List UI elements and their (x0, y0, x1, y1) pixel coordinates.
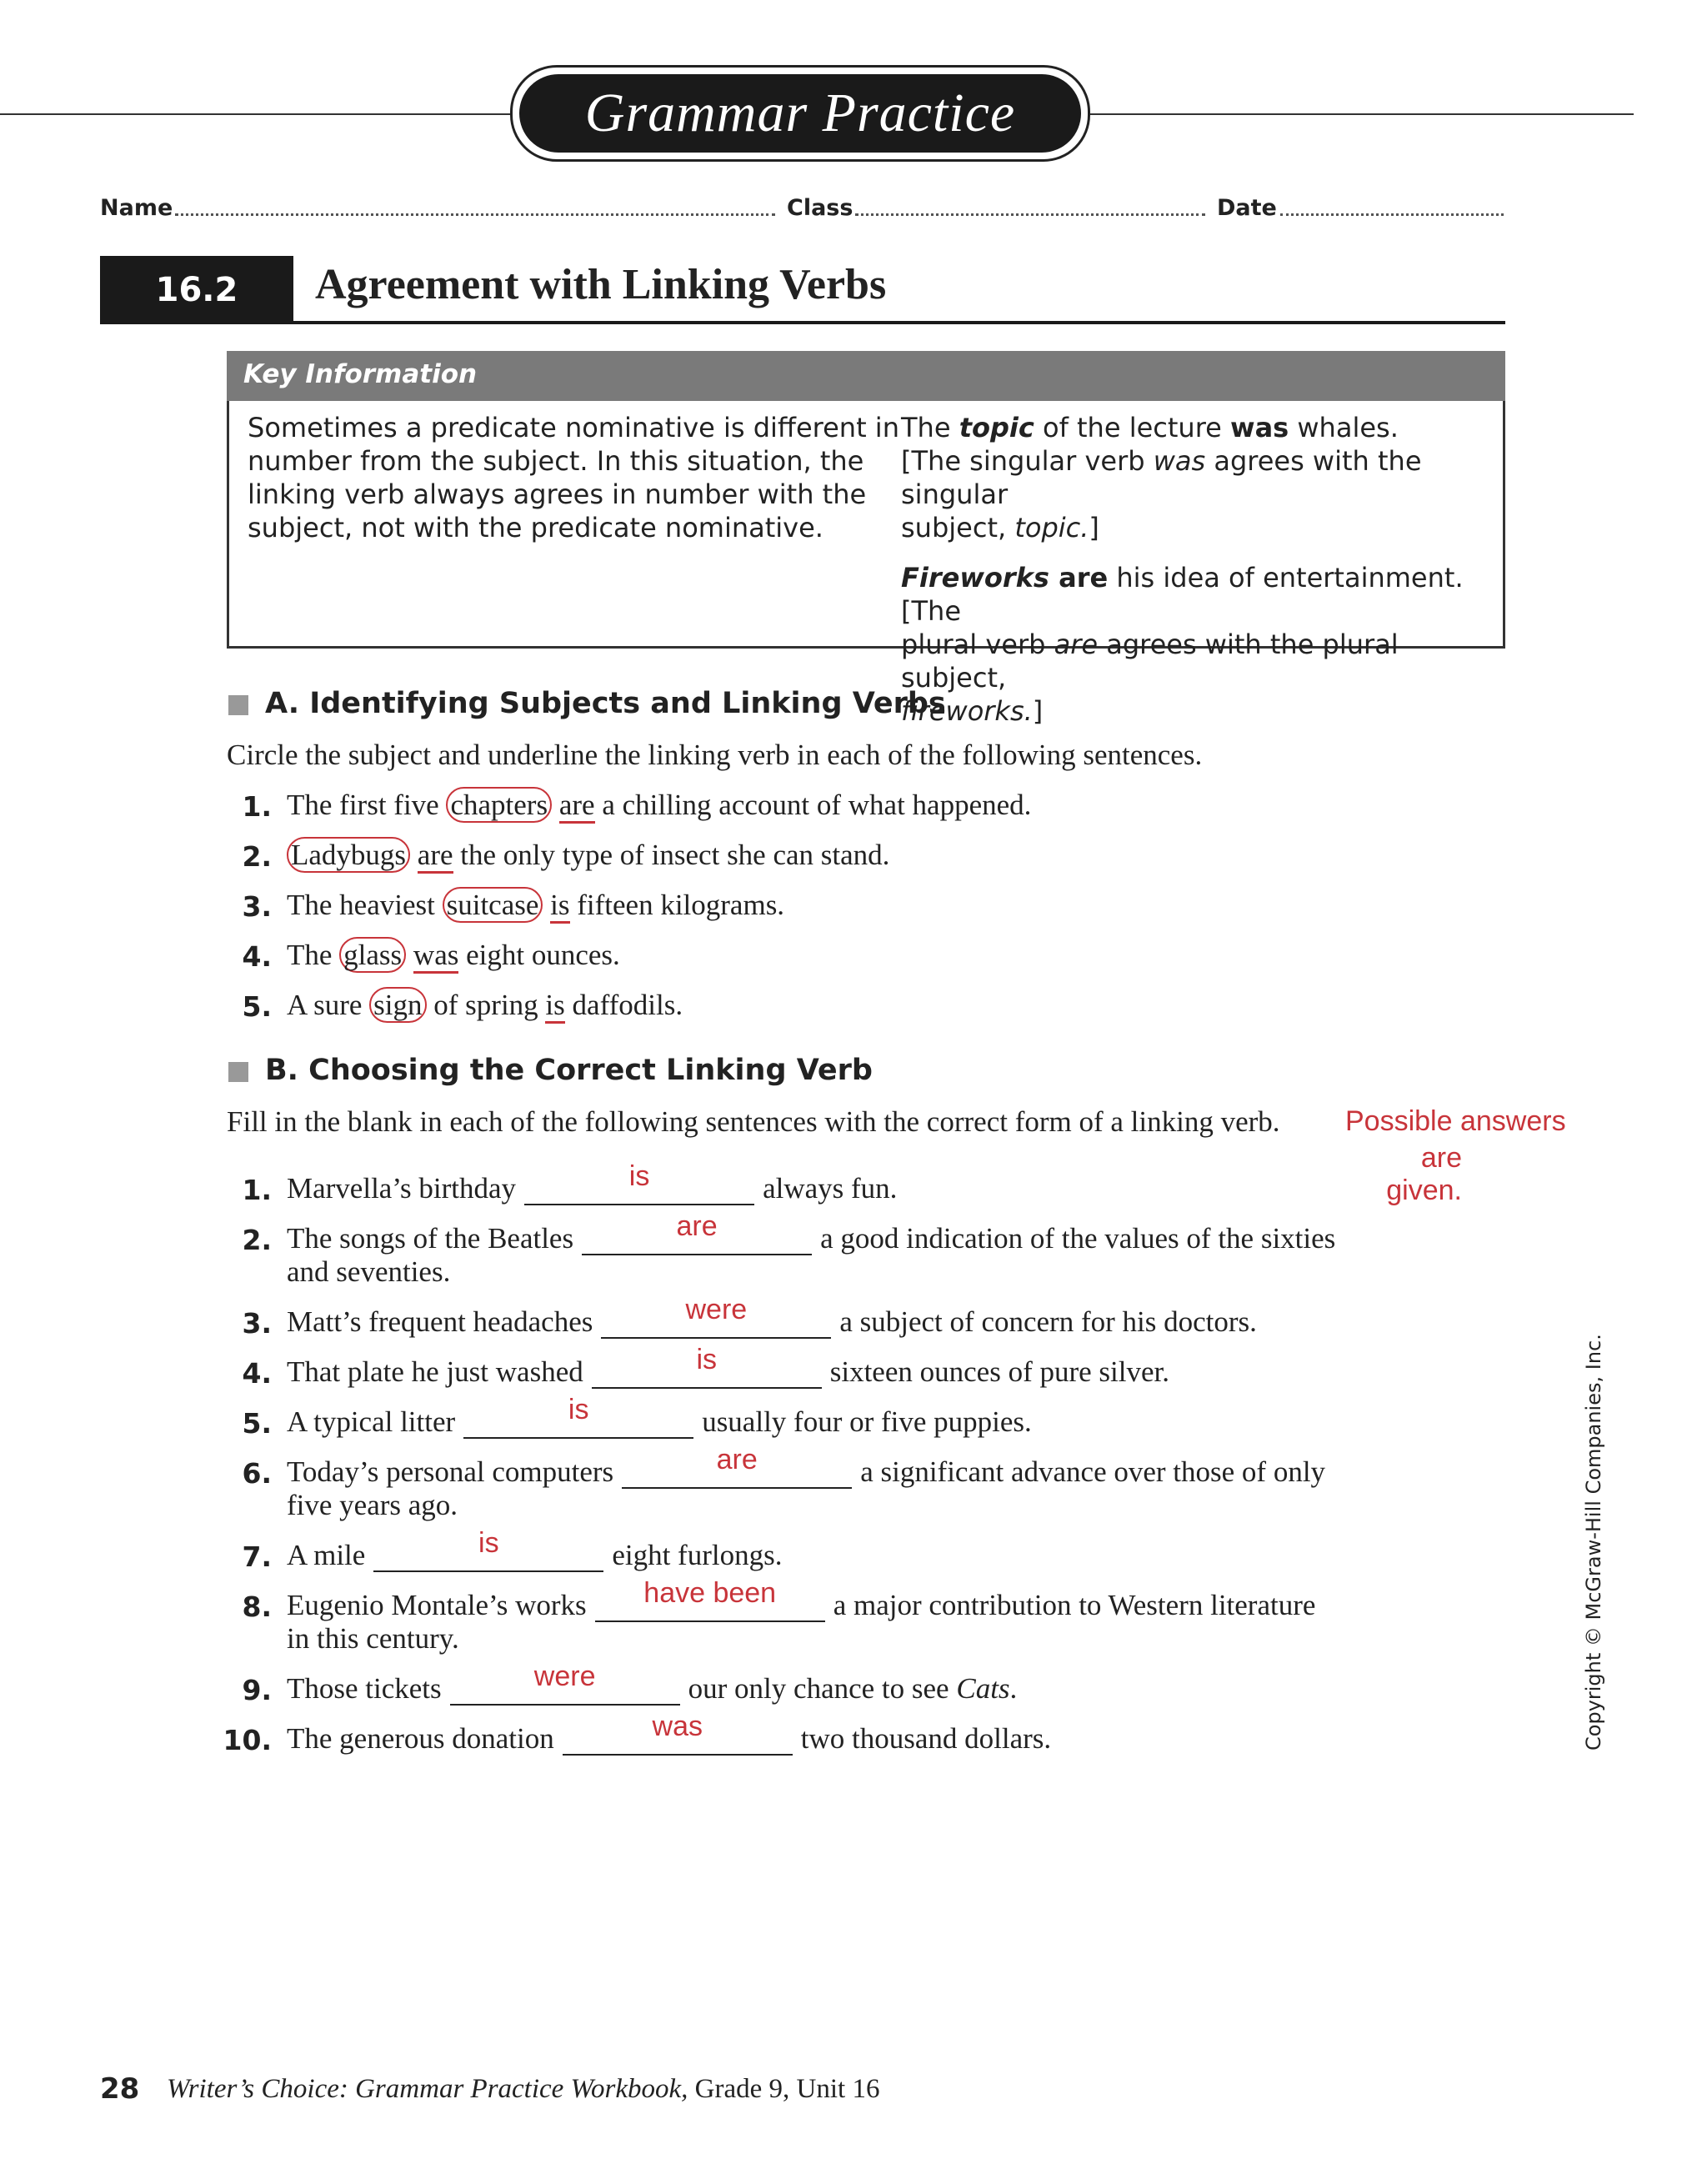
sentence-end: usually four or five puppies. (702, 1405, 1032, 1438)
page-number: 28 (100, 2072, 140, 2106)
date-label: Date (1217, 195, 1277, 221)
sentence-continuation: five years ago. (287, 1489, 458, 1521)
rule-line: linking verb always agrees in number with the (248, 478, 867, 510)
sentence-end: a good indication of the values of the sixties (820, 1222, 1336, 1255)
sentence-end: our only chance to see Cats. (688, 1672, 1018, 1705)
handwritten-answer: have been (643, 1577, 777, 1609)
sentence-end: eight furlongs. (612, 1539, 783, 1571)
sentence-start: Eugenio Montale’s works (287, 1589, 587, 1621)
sentence-start: Those tickets (287, 1672, 442, 1705)
answer-blank[interactable] (463, 1394, 693, 1439)
section-rule (293, 321, 1505, 324)
item-number: 6. (242, 1457, 272, 1490)
key-info-examples (901, 411, 1503, 728)
sentence-start: A mile (287, 1539, 366, 1571)
answer-blank[interactable] (373, 1527, 603, 1572)
example-2-note: plural verb are agrees with the plural subject, (901, 629, 1399, 694)
item-number: 3. (242, 1307, 272, 1340)
handwritten-answer: are (676, 1210, 718, 1242)
answer-blank[interactable] (450, 1661, 680, 1706)
sentence-start: A typical litter (287, 1405, 456, 1438)
sentence-continuation: and seventies. (287, 1255, 451, 1288)
example-1-note: subject, topic.] (901, 512, 1099, 543)
handwritten-answer: were (533, 1661, 596, 1692)
example-1-note: [The singular verb was agrees with the singular (901, 445, 1422, 510)
rule-line: number from the subject. In this situation, the (248, 445, 864, 477)
example-1: The topic of the lecture was whales. (901, 412, 1399, 443)
answer-note: are given. (1386, 1142, 1462, 1206)
sentence-continuation: in this century. (287, 1622, 459, 1655)
handwritten-answer: is (628, 1160, 650, 1192)
header-rule-left (0, 113, 512, 115)
sentence-start: Matt’s frequent headaches (287, 1305, 593, 1338)
answer-blank[interactable] (622, 1444, 852, 1489)
circled-subject: suitcase (443, 887, 543, 923)
handwritten-answer: are (716, 1444, 758, 1475)
example-2: Fireworks are his idea of entertainment. [The (901, 562, 1464, 627)
item-number: 10. (223, 1724, 272, 1756)
underlined-verb: was (413, 939, 458, 974)
underlined-verb: is (550, 889, 569, 924)
item-number: 2. (242, 1224, 272, 1256)
item-number: 5. (242, 1407, 272, 1440)
item-number: 8. (242, 1590, 272, 1623)
class-field[interactable] (855, 213, 1205, 216)
circled-subject: glass (339, 937, 406, 973)
item-number: 4. (242, 1357, 272, 1390)
part-b-instruction: Fill in the blank in each of the following sentences with the correct form of a linking verb. (227, 1105, 1280, 1138)
sentence-start: Marvella’s birthday (287, 1172, 517, 1205)
item-number: 1. (242, 1174, 272, 1206)
circled-subject: sign (369, 987, 426, 1023)
rule-line: subject, not with the predicate nominative. (248, 512, 823, 543)
sentence-end: always fun. (763, 1172, 898, 1205)
handwritten-answer: was (652, 1711, 703, 1742)
handwritten-answer: is (478, 1527, 499, 1559)
sentence-start: The songs of the Beatles (287, 1222, 574, 1255)
answer-blank[interactable] (582, 1210, 812, 1255)
sentence-start: That plate he just washed (287, 1355, 583, 1388)
sentence-end: two thousand dollars. (800, 1722, 1052, 1755)
name-field[interactable] (175, 213, 775, 216)
handwritten-answer: is (568, 1394, 589, 1425)
square-bullet-icon (228, 695, 248, 715)
part-b-heading: B. Choosing the Correct Linking Verb (265, 1054, 873, 1087)
sentence-start: Today’s personal computers (287, 1455, 614, 1488)
answer-blank[interactable] (524, 1160, 754, 1205)
footer-title: Writer’s Choice: Grammar Practice Workbook, Grade 9, Unit 16 (167, 2074, 880, 2104)
answer-blank[interactable] (601, 1294, 831, 1339)
sentence-start: The generous donation (287, 1722, 554, 1755)
sentence-end: sixteen ounces of pure silver. (829, 1355, 1169, 1388)
name-label: Name (100, 195, 173, 221)
item-number: 9. (242, 1674, 272, 1706)
header-rule-right (1089, 113, 1634, 115)
sentence-end: a significant advance over those of only (860, 1455, 1326, 1488)
part-a-instruction: Circle the subject and underline the linking verb in each of the following sentences. (227, 739, 1203, 771)
underlined-verb: are (418, 839, 453, 874)
class-label: Class (787, 195, 854, 221)
date-field[interactable] (1280, 213, 1504, 216)
key-info-rule (248, 411, 899, 544)
copyright-notice: Copyright © McGraw-Hill Companies, Inc. (1582, 1334, 1605, 1751)
example-2-note: fireworks.] (901, 695, 1044, 727)
item-number: 7. (242, 1540, 272, 1573)
square-bullet-icon (228, 1062, 248, 1082)
circled-subject: chapters (446, 787, 552, 823)
answer-blank[interactable] (592, 1344, 822, 1389)
key-info-header: Key Information (227, 351, 1505, 401)
answer-note: Possible answers (1345, 1105, 1566, 1137)
answer-blank[interactable] (563, 1711, 793, 1756)
rule-line: Sometimes a predicate nominative is different in (248, 412, 899, 443)
answer-blank[interactable] (595, 1577, 825, 1622)
section-title: Agreement with Linking Verbs (315, 261, 887, 308)
underlined-verb: are (559, 789, 595, 824)
section-number: 16.2 (100, 256, 293, 324)
handwritten-answer: is (696, 1344, 718, 1375)
circled-subject: Ladybugs (287, 837, 410, 873)
underlined-verb: is (545, 989, 564, 1024)
sentence-end: a major contribution to Western literature (833, 1589, 1316, 1621)
sentence-end: a subject of concern for his doctors. (839, 1305, 1257, 1338)
banner-title: Grammar Practice (519, 74, 1081, 153)
part-a-heading: A. Identifying Subjects and Linking Verbs (265, 687, 946, 720)
handwritten-answer: were (685, 1294, 748, 1325)
